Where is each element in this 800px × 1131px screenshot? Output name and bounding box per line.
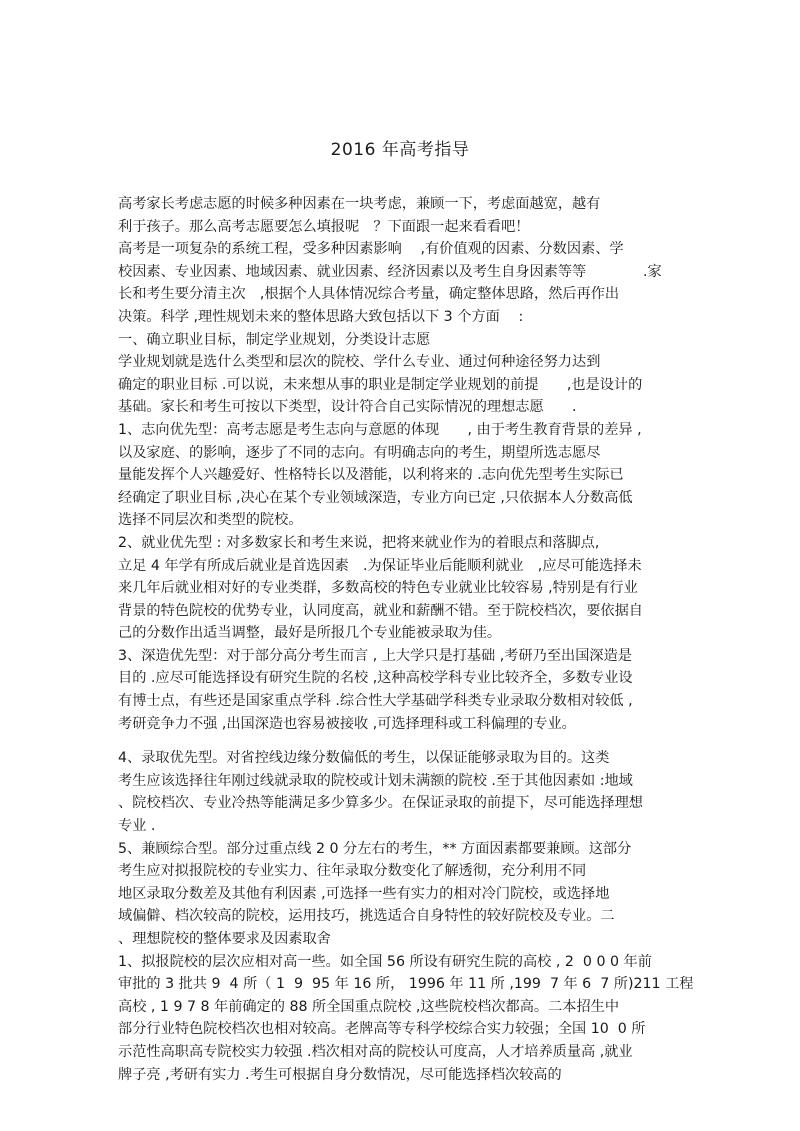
text-line: 量能发挥个人兴趣爱好、性格特长以及潜能，以利将来的 .志向优先型考生实际已 [118,467,624,484]
text-line: 选择不同层次和类型的院校。 [118,512,303,529]
text-line: 己的分数作出适当调整，最好是所报几个专业能被录取为佳。 [118,625,502,642]
text-line: 地区录取分数差及其他有利因素 ,可选择一些有实力的相对冷门院校，或选择地 [118,885,610,902]
text-line: 4、录取优先型。对省控线边缘分数偏低的考生，以保证能够录取为目的。这类 [118,750,610,767]
text-line: 2、就业优先型 : 对多数家长和考生来说，把将来就业作为的着眼点和落脚点, [118,534,600,551]
text-line: 考生应该选择往年刚过线就录取的院校或计划未满额的院校 .至于其他因素如 :地域 [118,772,633,789]
text-line: 校因素、专业因素、地域因素、就业因素、经济因素以及考生自身因素等等 .家 [118,263,662,280]
text-line: 一、确立职业目标，制定学业规划，分类设计志愿 [118,331,431,348]
document-title: 2016 年高考指导 [330,140,470,160]
text-line: 学业规划就是选什么类型和层次的院校、学什么专业、通过何种途径努力达到 [118,354,601,371]
text-line: 有博士点，有些还是国家重点学科 .综合性大学基础学科类专业录取分数相对较低 , [118,693,633,710]
text-line: 确定的职业目标 .可以说，未来想从事的职业是制定学业规划的前提 ,也是设计的 [118,376,643,393]
text-line: 5、兼顾综合型。部分过重点线 2 0 分左右的考生，** 方面因素都要兼顾。这部分 [118,840,632,857]
text-line: 牌子亮 ,考研有实力 .考生可根据自身分数情况，尽可能选择档次较高的 [118,1066,562,1083]
text-line: 高考是一项复杂的系统工程，受多种因素影响 ,有价值观的因素、分数因素、学 [118,241,624,258]
text-line: 利于孩子。那么高考志愿要怎么填报呢 ？下面跟一起来看看吧！ [118,218,530,235]
text-line: 背景的特色院校的优势专业，认同度高，就业和薪酬不错。至于院校档次，要依据自 [118,602,643,619]
text-line: 考研竞争力不强 ,出国深造也容易被接收 ,可选择理科或工科偏理的专业。 [118,715,576,732]
text-line: 考生应对拟报院校的专业实力、往年录取分数变化了解透彻，充分利用不同 [118,863,587,880]
text-line: 经确定了职业目标 ,决心在某个专业领域深造，专业方向已定 ,只依据本人分数高低 [118,489,633,506]
text-line: 审批的 3 批共 9 4 所（ 1 9 95 年 16 所， 1996 年 11 所 ,199 7 年 6 7 所)211 工程 [118,976,694,993]
text-line: 专业 . [118,818,156,835]
text-line: 、理想院校的整体要求及因素取舍 [118,931,331,947]
text-line: 高校 , 1 9 7 8 年前确定的 88 所全国重点院校 ,这些院校档次都高。二本招生中 [118,998,620,1015]
text-line: 3、深造优先型：对于部分高分考生而言 , 上大学只是打基础 ,考研乃至出国深造是 [118,647,632,664]
document-body [118,193,698,1086]
text-line: 1、拟报院校的层次应相对高一些。如全国 56 所设有研究生院的高校 , 2 0 0 0 年前 [118,953,652,970]
text-line: 来几年后就业相对好的专业类群，多数高校的特色专业就业比较容易 ,特别是有行业 [118,580,638,597]
text-line: 高考家长考虑志愿的时候多种因素在一块考虑，兼顾一下，考虑面越宽，越有 [118,196,601,212]
text-line: 目的 .应尽可能选择设有研究生院的名校 ,这种高校学科专业比较齐全，多数专业设 [118,670,633,687]
text-line: 、院校档次、专业冷热等能满足多少算多少。在保证录取的前提下，尽可能选择理想 [118,795,643,812]
text-line: 示范性高职高专院校实力较强 .档次相对高的院校认可度高，人才培养质量高 ,就业 [118,1043,633,1060]
text-line: 以及家庭、的影响，逐步了不同的志向。有明确志向的考生，期望所选志愿尽 [118,444,601,461]
text-line: 基础。家长和考生可按以下类型，设计符合自己实际情况的理想志愿 . [118,399,577,416]
text-line: 长和考生要分清主次 ,根据个人具体情况综合考量，确定整体思路，然后再作出 [118,286,620,303]
paragraph-gap [118,735,698,747]
text-line: 域偏僻、档次较高的院校，运用技巧，挑选适合自身特性的较好院校及专业。二 [118,908,615,925]
text-line: 1、志向优先型：高考志愿是考生志向与意愿的体现 , 由于考生教育背景的差异 , [118,421,642,438]
text-line: 决策。科学 ,理性规划未来的整体思路大致包括以下 3 个方面 : [118,308,524,325]
text-line: 部分行业特色院校档次也相对较高。老牌高等专科学校综合实力较强；全国 10 0 所 [118,1021,646,1038]
text-line: 立足 4 年学有所成后就业是首选因素 .为保证毕业后能顺利就业 ,应尽可能选择未 [118,557,642,574]
